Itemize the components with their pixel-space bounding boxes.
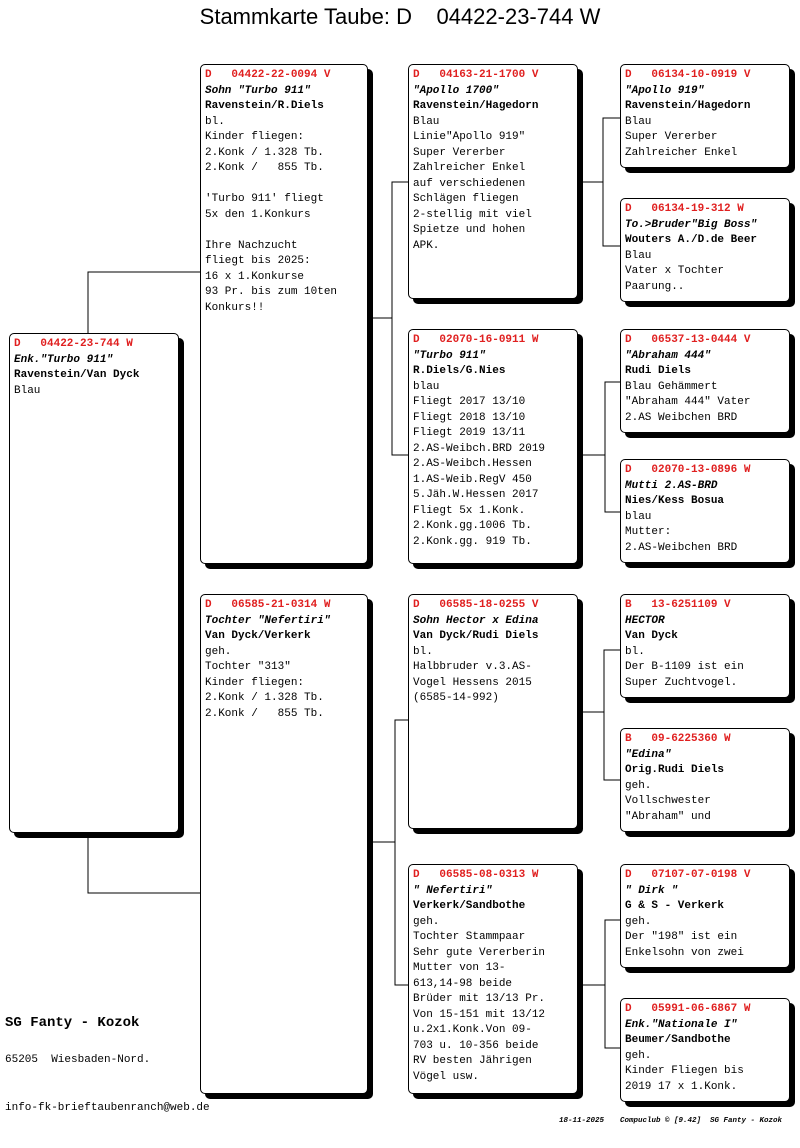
pigeon-name: Sohn Hector x Edina <box>413 614 539 627</box>
breeder: R.Diels/G.Nies <box>413 365 506 377</box>
detail-line: bl. <box>205 115 225 128</box>
detail-line: 5.Jäh.W.Hessen 2017 <box>413 489 539 501</box>
detail-line: 2.AS-Weibchen BRD <box>625 541 738 554</box>
breeder: Ravenstein/R.Diels <box>205 100 324 112</box>
ring-number: D 02070-16-0911 W <box>413 334 539 346</box>
detail-line: APK. <box>413 239 440 252</box>
breeder: Van Dyck <box>625 630 678 642</box>
detail-line: RV besten Jährigen <box>413 1055 532 1067</box>
breeder: Orig.Rudi Diels <box>625 764 725 776</box>
page-title: Stammkarte Taube: D 04422-23-744 W <box>199 4 601 29</box>
detail-line: Kinder Fliegen bis <box>625 1065 744 1077</box>
ring-number: D 06134-19-312 W <box>625 203 744 215</box>
detail-line: Ihre Nachzucht <box>205 239 298 252</box>
pigeon-name: Mutti 2.AS-BRD <box>625 479 718 492</box>
detail-line: geh. <box>205 645 232 658</box>
detail-line: Linie"Apollo 919" <box>413 131 526 143</box>
pigeon-name: Enk."Nationale I" <box>625 1018 738 1031</box>
pigeon-card-fmm[interactable] <box>620 459 790 563</box>
breeder: Wouters A./D.de Beer <box>625 234 758 246</box>
detail-line: Zahlreicher Enkel <box>625 146 738 159</box>
detail-line: 2.Konk / 1.328 Tb. <box>205 692 324 704</box>
pigeon-card-ff[interactable] <box>408 64 578 299</box>
detail-line: fliegt bis 2025: <box>205 255 311 267</box>
detail-line: 5x den 1.Konkurs <box>205 208 311 221</box>
print-date: 18-11-2025 <box>559 1117 605 1125</box>
detail-line: 'Turbo 911' fliegt <box>205 193 324 205</box>
pigeon-card-fm[interactable] <box>408 329 578 564</box>
ring-number: D 04422-22-0094 V <box>205 69 331 81</box>
detail-line: Zahlreicher Enkel <box>413 162 526 174</box>
detail-line: 2.Konk.gg. 919 Tb. <box>413 535 532 548</box>
detail-line: Tochter "313" <box>205 661 291 673</box>
detail-line: 2019 17 x 1.Konk. <box>625 1080 738 1093</box>
ring-number: B 13-6251109 V <box>625 599 731 611</box>
detail-line: 2.Konk / 855 Tb. <box>205 162 324 174</box>
detail-line: Blau Gehämmert <box>625 380 718 393</box>
pigeon-name: Enk."Turbo 911" <box>14 353 114 366</box>
detail-line: 16 x 1.Konkurse <box>205 270 305 283</box>
ring-number: D 04422-23-744 W <box>14 338 133 350</box>
ring-number: D 06585-18-0255 V <box>413 599 539 611</box>
ring-number: D 07107-07-0198 V <box>625 869 751 881</box>
detail-line: geh. <box>413 915 440 928</box>
detail-line: Super Vererber <box>413 146 506 159</box>
breeder: Beumer/Sandbothe <box>625 1034 731 1046</box>
detail-line: 2-stellig mit viel <box>413 208 532 221</box>
ring-number: D 04163-21-1700 V <box>413 69 539 81</box>
detail-line: Fliegt 2017 13/10 <box>413 396 526 408</box>
detail-line: 703 u. 10-356 beide <box>413 1039 539 1052</box>
detail-line: Vater x Tochter <box>625 265 725 277</box>
breeder: Verkerk/Sandbothe <box>413 900 526 912</box>
detail-line: Blau <box>14 384 41 397</box>
pigeon-card-mmf[interactable] <box>620 864 790 968</box>
detail-line: geh. <box>625 1049 652 1062</box>
detail-line: u.2x1.Konk.Von 09- <box>413 1024 532 1036</box>
detail-line: 613,14-98 beide <box>413 977 513 990</box>
detail-line: 2.AS-Weibch.Hessen <box>413 458 532 470</box>
detail-line: Vogel Hessens 2015 <box>413 676 532 689</box>
detail-line: Mutter: <box>625 526 672 538</box>
detail-line: Der "198" ist ein <box>625 931 738 943</box>
breeder: G & S - Verkerk <box>625 900 725 912</box>
detail-line: Super Zuchtvogel. <box>625 676 738 689</box>
pigeon-card-fff[interactable] <box>620 64 790 168</box>
pigeon-card-father[interactable] <box>200 64 368 564</box>
pigeon-card-ffm[interactable] <box>620 198 790 302</box>
detail-line: Fliegt 2018 13/10 <box>413 411 526 424</box>
detail-line: 2.Konk.gg.1006 Tb. <box>413 520 532 532</box>
detail-line: Blau <box>413 115 440 128</box>
detail-line: 2.Konk / 1.328 Tb. <box>205 146 324 159</box>
breeder: Ravenstein/Van Dyck <box>14 369 140 381</box>
pigeon-name: "Turbo 911" <box>413 349 486 362</box>
detail-line: Kinder fliegen: <box>205 131 305 143</box>
detail-line: 2.Konk / 855 Tb. <box>205 707 324 720</box>
ring-number: D 05991-06-6867 W <box>625 1003 751 1015</box>
detail-line: blau <box>625 510 652 523</box>
detail-line: Enkelsohn von zwei <box>625 946 744 959</box>
pigeon-name: HECTOR <box>625 614 665 627</box>
detail-line: Konkurs!! <box>205 301 265 314</box>
pigeon-name: Sohn "Turbo 911" <box>205 84 311 97</box>
pigeon-name: "Edina" <box>625 748 672 761</box>
detail-line <box>205 223 363 239</box>
club-email[interactable]: info-fk-brieftaubenranch@web.de <box>5 1102 210 1114</box>
detail-line: Fliegt 2019 13/11 <box>413 427 526 439</box>
club-address: 65205 Wiesbaden-Nord. <box>5 1054 151 1066</box>
pigeon-name: Tochter "Nefertiri" <box>205 614 331 627</box>
pigeon-name: " Dirk " <box>625 884 678 897</box>
pigeon-name: "Apollo 1700" <box>413 84 499 97</box>
detail-line: Mutter von 13- <box>413 962 506 974</box>
detail-line: 1.AS-Weib.RegV 450 <box>413 473 532 486</box>
pigeon-card-mfm[interactable] <box>620 728 790 832</box>
detail-line: bl. <box>625 645 645 658</box>
ring-number: D 06585-21-0314 W <box>205 599 331 611</box>
pigeon-name: " Nefertiri" <box>413 884 493 897</box>
ring-number: B 09-6225360 W <box>625 733 731 745</box>
pigeon-card-subject[interactable] <box>9 333 179 833</box>
detail-line: Super Vererber <box>625 131 718 143</box>
detail-line: Schlägen fliegen <box>413 193 519 205</box>
detail-line: Blau <box>625 249 652 262</box>
detail-line: Vögel usw. <box>413 1070 480 1083</box>
pigeon-card-mff[interactable] <box>620 594 790 698</box>
detail-line: "Abraham 444" Vater <box>625 396 751 408</box>
detail-line: Kinder fliegen: <box>205 676 305 689</box>
detail-line: Blau <box>625 115 652 128</box>
pigeon-name: "Apollo 919" <box>625 84 705 97</box>
detail-line: bl. <box>413 645 433 658</box>
detail-line: geh. <box>625 915 652 928</box>
detail-line <box>205 177 363 193</box>
detail-line: blau <box>413 380 440 393</box>
ring-number: D 06537-13-0444 V <box>625 334 751 346</box>
detail-line: Von 15-151 mit 13/12 <box>413 1008 546 1021</box>
pigeon-card-mf[interactable] <box>408 594 578 829</box>
detail-line: 2.AS-Weibch.BRD 2019 <box>413 442 546 455</box>
breeder: Nies/Kess Bosua <box>625 495 725 507</box>
detail-line: 93 Pr. bis zum 10ten <box>205 286 338 298</box>
detail-line: geh. <box>625 779 652 792</box>
detail-line: Tochter Stammpaar <box>413 931 526 943</box>
breeder: Ravenstein/Hagedorn <box>625 100 751 112</box>
detail-line: Halbbruder v.3.AS- <box>413 661 532 673</box>
breeder: Van Dyck/Rudi Diels <box>413 630 539 642</box>
program-credit: Compuclub © [9.42] SG Fanty - Kozok <box>620 1117 783 1125</box>
pigeon-name: To.>Bruder"Big Boss" <box>625 218 758 231</box>
ring-number: D 06134-10-0919 V <box>625 69 751 81</box>
breeder: Van Dyck/Verkerk <box>205 630 311 642</box>
breeder: Ravenstein/Hagedorn <box>413 100 539 112</box>
ring-number: D 06585-08-0313 W <box>413 869 539 881</box>
breeder: Rudi Diels <box>625 365 692 377</box>
detail-line: Brüder mit 13/13 Pr. <box>413 993 546 1005</box>
detail-line: Spietze und hohen <box>413 224 526 236</box>
pigeon-card-mm[interactable] <box>408 864 578 1094</box>
pigeon-card-fmf[interactable] <box>620 329 790 433</box>
detail-line: Paarung.. <box>625 280 685 293</box>
club-name: SG Fanty - Kozok <box>5 1015 140 1031</box>
pigeon-card-mmm[interactable] <box>620 998 790 1102</box>
pigeon-card-mother[interactable] <box>200 594 368 1094</box>
detail-line: Vollschwester <box>625 795 711 807</box>
detail-line: Sehr gute Vererberin <box>413 946 546 959</box>
detail-line: Fliegt 5x 1.Konk. <box>413 504 526 517</box>
pigeon-name: "Abraham 444" <box>625 349 711 362</box>
detail-line: Der B-1109 ist ein <box>625 661 744 673</box>
detail-line: auf verschiedenen <box>413 177 526 190</box>
ring-number: D 02070-13-0896 W <box>625 464 751 476</box>
detail-line: (6585-14-992) <box>413 692 499 704</box>
detail-line: 2.AS Weibchen BRD <box>625 411 738 424</box>
detail-line: "Abraham" und <box>625 810 711 823</box>
